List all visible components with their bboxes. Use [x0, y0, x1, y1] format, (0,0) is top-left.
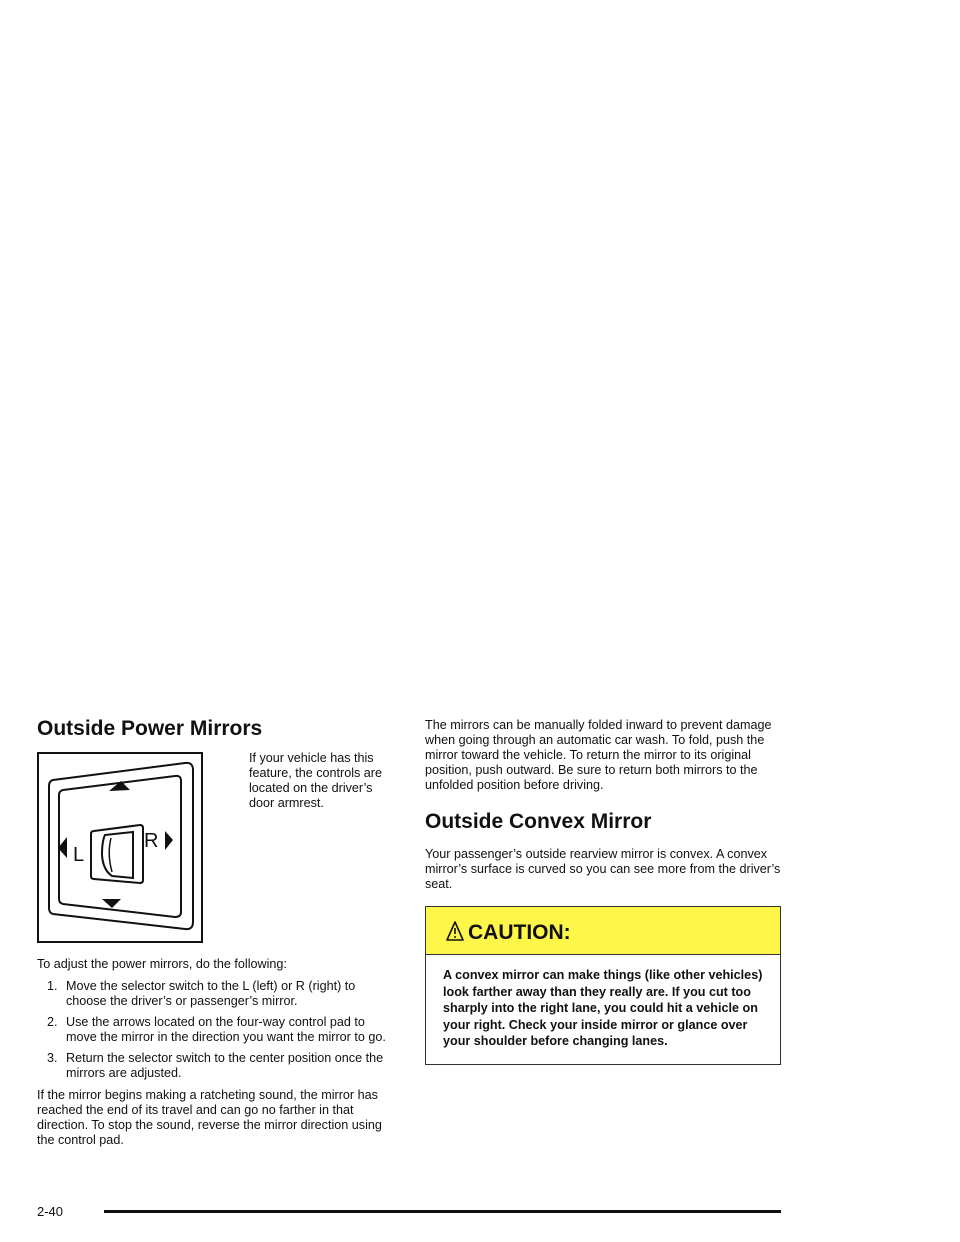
- intro-text: If your vehicle has this feature, the controls are located on the driver’s door armrest.: [249, 751, 383, 810]
- adjust-steps-list: [37, 979, 397, 1081]
- left-column: [37, 716, 397, 1155]
- convex-paragraph: Your passenger’s outside rearview mirror is convex. A convex mirror’s surface is curved so you can see more from the driver’s seat.: [425, 847, 781, 891]
- list-item: [37, 1015, 397, 1045]
- section-title-convex-mirror: Outside Convex Mirror: [425, 810, 652, 833]
- step-text: Move the selector switch to the L (left) or R (right) to choose the driver’s or passenger’s mirror.: [66, 979, 356, 1008]
- ratcheting-paragraph: If the mirror begins making a ratcheting sound, the mirror has reached the end of its travel and can go no farther in that direction. To stop the sound, reverse the mirror direction using the control pad.: [37, 1088, 382, 1147]
- warning-triangle-icon: [446, 919, 464, 943]
- step-number: 1.: [47, 979, 58, 993]
- caution-header: [426, 907, 780, 955]
- caution-title: CAUTION:: [468, 920, 571, 944]
- list-item: [37, 1051, 397, 1081]
- lead-in-text: To adjust the power mirrors, do the following:: [37, 957, 287, 971]
- footer-divider: [104, 1210, 781, 1213]
- section-title-power-mirrors: Outside Power Mirrors: [37, 717, 263, 740]
- step-text: Return the selector switch to the center position once the mirrors are adjusted.: [66, 1051, 384, 1080]
- page-number: 2-40: [37, 1204, 64, 1219]
- mirror-control-illustration: [37, 752, 203, 943]
- step-number: 2.: [47, 1015, 58, 1029]
- fold-paragraph: The mirrors can be manually folded inward to prevent damage when going through an automatic car wash. To fold, push the mirror toward the vehicle. To return the mirror to its original position, push outward. Be sure to return both mirrors to the unfolded position before driving.: [425, 718, 772, 792]
- mirror-control-pad-icon: [39, 754, 201, 941]
- caution-text: A convex mirror can make things (like other vehicles) look farther away than they really are. If you cut too sharply into the right lane, you could hit a vehicle on your right. Check your inside mirror or glance over your shoulder before changing lanes.: [426, 955, 780, 1064]
- step-number: 3.: [47, 1051, 58, 1065]
- left-selector-label: L: [73, 844, 85, 866]
- intro-block: [37, 752, 397, 957]
- list-item: [37, 979, 397, 1009]
- step-text: Use the arrows located on the four-way control pad to move the mirror in the direction you want the mirror to go.: [66, 1015, 386, 1044]
- caution-box: [425, 906, 781, 1065]
- right-selector-label: R: [144, 830, 159, 852]
- right-column: [425, 718, 785, 1065]
